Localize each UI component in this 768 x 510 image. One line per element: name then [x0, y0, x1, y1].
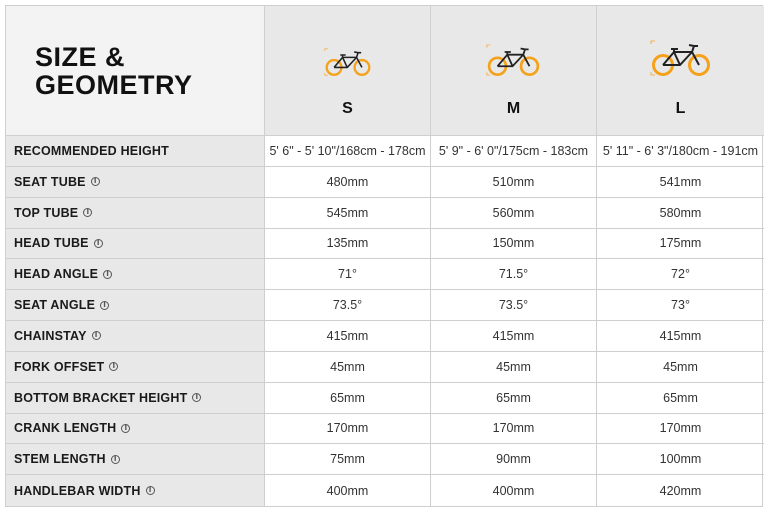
row-label-head-tube — [6, 229, 265, 260]
value-cell: 170mm — [265, 414, 431, 445]
value-cell: 5' 6" - 5' 10"/168cm - 178cm — [265, 136, 431, 167]
info-icon[interactable]: I — [83, 208, 92, 217]
value-cell: 170mm — [597, 414, 764, 445]
row-label-text: CRANK LENGTH — [14, 421, 117, 436]
row-label-crank-length — [6, 414, 265, 445]
bike-icon — [486, 44, 541, 76]
row-label-recommended-height — [6, 136, 265, 167]
info-icon[interactable]: I — [91, 177, 100, 186]
size-label: L — [675, 100, 686, 117]
info-icon[interactable]: I — [121, 424, 130, 433]
row-label-stem-length — [6, 444, 265, 475]
row-label-text: FORK OFFSET — [14, 359, 105, 374]
value-cell: 45mm — [431, 352, 597, 383]
value-cell: 65mm — [265, 383, 431, 414]
value-cell: 73.5° — [265, 290, 431, 321]
value-cell: 415mm — [265, 321, 431, 352]
bike-icon — [324, 48, 372, 76]
row-label-top-tube — [6, 198, 265, 229]
page-title — [35, 43, 193, 99]
value-cell: 75mm — [265, 444, 431, 475]
row-label-seat-tube — [6, 167, 265, 198]
info-icon[interactable]: I — [94, 239, 103, 248]
row-label-text: STEM LENGTH — [14, 452, 106, 467]
row-label-handlebar-width — [6, 475, 265, 506]
value-cell: 5' 11" - 6' 3"/180cm - 191cm — [597, 136, 764, 167]
value-cell: 90mm — [431, 444, 597, 475]
value-cell: 545mm — [265, 198, 431, 229]
value-cell: 150mm — [431, 229, 597, 260]
row-label-text: HEAD TUBE — [14, 236, 89, 251]
row-label-bottom-bracket-height — [6, 383, 265, 414]
value-cell: 45mm — [597, 352, 764, 383]
info-icon[interactable]: I — [103, 270, 112, 279]
geometry-table — [5, 5, 763, 507]
row-label-text: BOTTOM BRACKET HEIGHT — [14, 390, 188, 405]
value-cell: 72° — [597, 259, 764, 290]
info-icon[interactable]: I — [111, 455, 120, 464]
value-cell: 560mm — [431, 198, 597, 229]
value-cell: 580mm — [597, 198, 764, 229]
size-label: M — [506, 100, 521, 117]
row-label-text: RECOMMENDED HEIGHT — [14, 143, 169, 158]
bike-icon-wrap — [324, 36, 372, 76]
value-cell: 73.5° — [431, 290, 597, 321]
value-cell: 420mm — [659, 483, 702, 498]
value-cell: 415mm — [431, 321, 597, 352]
row-label-text: TOP TUBE — [14, 205, 79, 220]
info-icon[interactable]: I — [92, 331, 101, 340]
row-label-head-angle — [6, 259, 265, 290]
row-label-text: HEAD ANGLE — [14, 267, 99, 282]
value-cell: 541mm — [597, 167, 764, 198]
size-header-l — [597, 6, 764, 136]
value-cell: 400mm — [431, 475, 597, 506]
value-cell: 510mm — [431, 167, 597, 198]
value-cell: 65mm — [597, 383, 764, 414]
info-icon[interactable]: I — [146, 486, 155, 495]
row-label-text: CHAINSTAY — [14, 328, 87, 343]
value-cell: 415mm — [597, 321, 764, 352]
info-icon[interactable]: I — [192, 393, 201, 402]
title-line-1: SIZE & — [35, 41, 126, 72]
row-label-text: HANDLEBAR WIDTH — [14, 483, 141, 498]
size-label: S — [342, 100, 353, 117]
value-cell: 400mm — [265, 475, 431, 506]
row-label-text: SEAT ANGLE — [14, 298, 96, 313]
value-cell: 73° — [597, 290, 764, 321]
value-cell: 71° — [265, 259, 431, 290]
title-line-2: GEOMETRY — [35, 69, 193, 100]
size-header-m — [431, 6, 597, 136]
size-header-s — [265, 6, 431, 136]
value-cell: 170mm — [431, 414, 597, 445]
value-cell: 100mm — [597, 444, 764, 475]
bike-icon — [650, 40, 712, 76]
info-icon[interactable]: I — [109, 362, 118, 371]
title-cell — [6, 6, 265, 136]
bike-icon-wrap — [486, 36, 541, 76]
value-cell: 480mm — [265, 167, 431, 198]
value-cell: 71.5° — [431, 259, 597, 290]
value-cell: 45mm — [265, 352, 431, 383]
value-cell: 135mm — [265, 229, 431, 260]
value-cell: 65mm — [431, 383, 597, 414]
value-cell: 5' 9" - 6' 0"/175cm - 183cm — [431, 136, 597, 167]
row-label-seat-angle — [6, 290, 265, 321]
row-label-text: SEAT TUBE — [14, 174, 86, 189]
info-icon[interactable]: I — [100, 301, 109, 310]
value-cell: 175mm — [597, 229, 764, 260]
bike-icon-wrap — [650, 36, 712, 76]
row-label-chainstay — [6, 321, 265, 352]
row-label-fork-offset — [6, 352, 265, 383]
